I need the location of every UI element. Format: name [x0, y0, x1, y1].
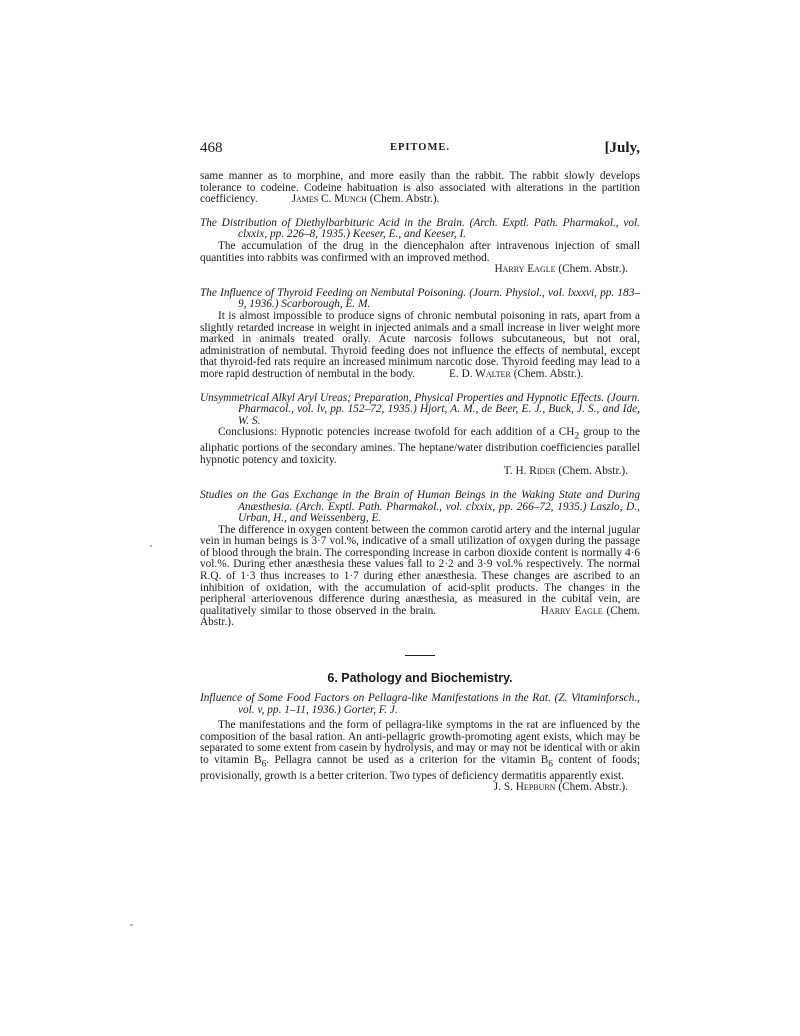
subscript: 6	[548, 759, 553, 770]
signature-name: Harry Eagle	[494, 263, 556, 276]
signature-name: E. D. Walter	[449, 367, 511, 380]
signature-source: (Chem. Abstr.).	[558, 465, 628, 478]
continued-abstract	[200, 171, 640, 206]
abstract-entry	[200, 218, 640, 276]
abstract-title: Influence of Some Food Factors on Pellagra-like Manifestations in the Rat. (Z. Vitaminforsch., vol. v, pp. 1–11, 1936.) Gorter, F. J.	[200, 692, 640, 716]
abstract-entry	[200, 490, 640, 629]
abstract-signature	[200, 782, 640, 794]
subscript: 6	[261, 759, 267, 770]
abstract-title: Studies on the Gas Exchange in the Brain of Human Beings in the Waking State and During Anæsthesia. (Arch. Exptl. Path. Pharmakol., vol. clxxix, pp. 266–72, 1935.) Laszlo, D., Urban, H., and Weissenberg, E.	[200, 488, 640, 525]
scan-speck	[130, 924, 133, 926]
abstract-entry	[200, 288, 640, 381]
header-month: [July,	[604, 140, 640, 156]
section-divider	[405, 655, 435, 656]
abstract-body: same manner as to morphine, and more easily than the rabbit. The rabbit slowly develops tolerance to codeine. Codeine habituation is also associated with alterations in the partition coefficiency. James C. Munch (Chem. Abstr.).	[200, 170, 640, 206]
signature-source: (Chem. Abstr.).	[200, 604, 641, 629]
signature-source: (Chem. Abstr.).	[558, 263, 628, 276]
abstract-body: It is almost impossible to produce signs of chronic nembutal poisoning in rats, apart from a slightly retarded increase in weight in injected animals and a small increase in liver weight more marked in animals treated orally. Acute narcosis follows subcutaneous, but not oral, administration of nembutal. Thyroid feeding does not influence the effects of nembutal, except that thyroid-fed rats require an increased minimum narcotic dose. Thyroid feeding may lead to a more rapid destruction of nembutal in the body. E. D. Walter (Chem. Abstr.).	[200, 309, 640, 380]
abstract-entry	[200, 393, 640, 478]
document-page	[200, 140, 640, 794]
scan-speck	[150, 545, 152, 547]
running-title: EPITOME.	[389, 142, 451, 153]
page-header	[200, 140, 640, 162]
signature-source: (Chem. Abstr.).	[513, 367, 584, 380]
signature-name: T. H. Rider	[503, 465, 556, 478]
abstract-body: The accumulation of the drug in the diencephalon after intravenous injection of small quantities into rabbits was confirmed with an improved method.	[200, 239, 640, 264]
abstract-body: The difference in oxygen content between the common carotid artery and the internal jugular vein in human beings is 3·7 vol.%, indicative of a small utilization of oxygen during the passage of blood through the brain. The corresponding increase in carbon dioxide content is normally 4·6 vol.%. During ether anæsthesia these values fall to 2·2 and 3·9 vol.% respectively. The normal R.Q. of 1·3 thus increases to 1·7 during ether anæsthesia. These changes are ascribed to an inhibition of oxidation, with the accumulation of acid-split products. The changes in the peripheral arteriovenous difference during anæsthesia, as measured in the cubital vein, are qualitatively similar to those observed in the brain. Harry Eagle (Chem. Abstr.).	[200, 523, 641, 629]
abstract-title: The Influence of Thyroid Feeding on Nembutal Poisoning. (Journ. Physiol., vol. lxxxvi, pp. 183–9, 1936.) Scarborough, E. M.	[200, 286, 640, 311]
section-heading: 6. Pathology and Biochemistry.	[327, 671, 513, 686]
abstract-signature	[200, 264, 640, 276]
signature-source: (Chem. Abstr.).	[369, 193, 440, 206]
signature-source: (Chem. Abstr.).	[558, 781, 628, 794]
abstract-title: The Distribution of Diethylbarbituric Acid in the Brain. (Arch. Exptl. Path. Pharmakol., vol. clxxix, pp. 226–8, 1935.) Keeser, E., and Keeser, I.	[200, 216, 640, 241]
subscript: 2	[574, 431, 580, 442]
signature-name: J. S. Hepburn	[493, 781, 556, 794]
abstract-title: Unsymmetrical Alkyl Aryl Ureas; Preparation, Physical Properties and Hypnotic Effects. (Journ. Pharmacol., vol. lv, pp. 152–72, 1935.) Hjort, A. M., de Beer, E. J., Buck, J. S., and Ide, W. S.	[200, 391, 640, 427]
signature-name: Harry Eagle	[540, 604, 603, 617]
abstract-entry	[200, 693, 640, 794]
signature-name: James C. Munch	[291, 193, 367, 206]
abstract-body: Conclusions: Hypnotic potencies increase twofold for each addition of a $CH_2$ group to the aliphatic portions of the secondary amines. The heptane/water distribution coefficiencies parallel hypnotic potency and toxicity.	[200, 426, 640, 466]
abstract-body: The manifestations and the form of pellagra-like symptoms in the rat are influenced by the composition of the basal ration. An anti-pellagric growth-promoting agent exists, which may be separated to some extent from casein by hydrolysis, and may or may not be identical with or akin to vitamin $B_6$. Pellagra cannot be used as a criterion for the vitamin $B_6$ content of foods; provisionally, growth is a better criterion. Two types of deficiency dermatitis apparently exist.	[200, 719, 640, 782]
abstract-signature	[200, 466, 640, 478]
page-number: 468	[200, 140, 223, 156]
